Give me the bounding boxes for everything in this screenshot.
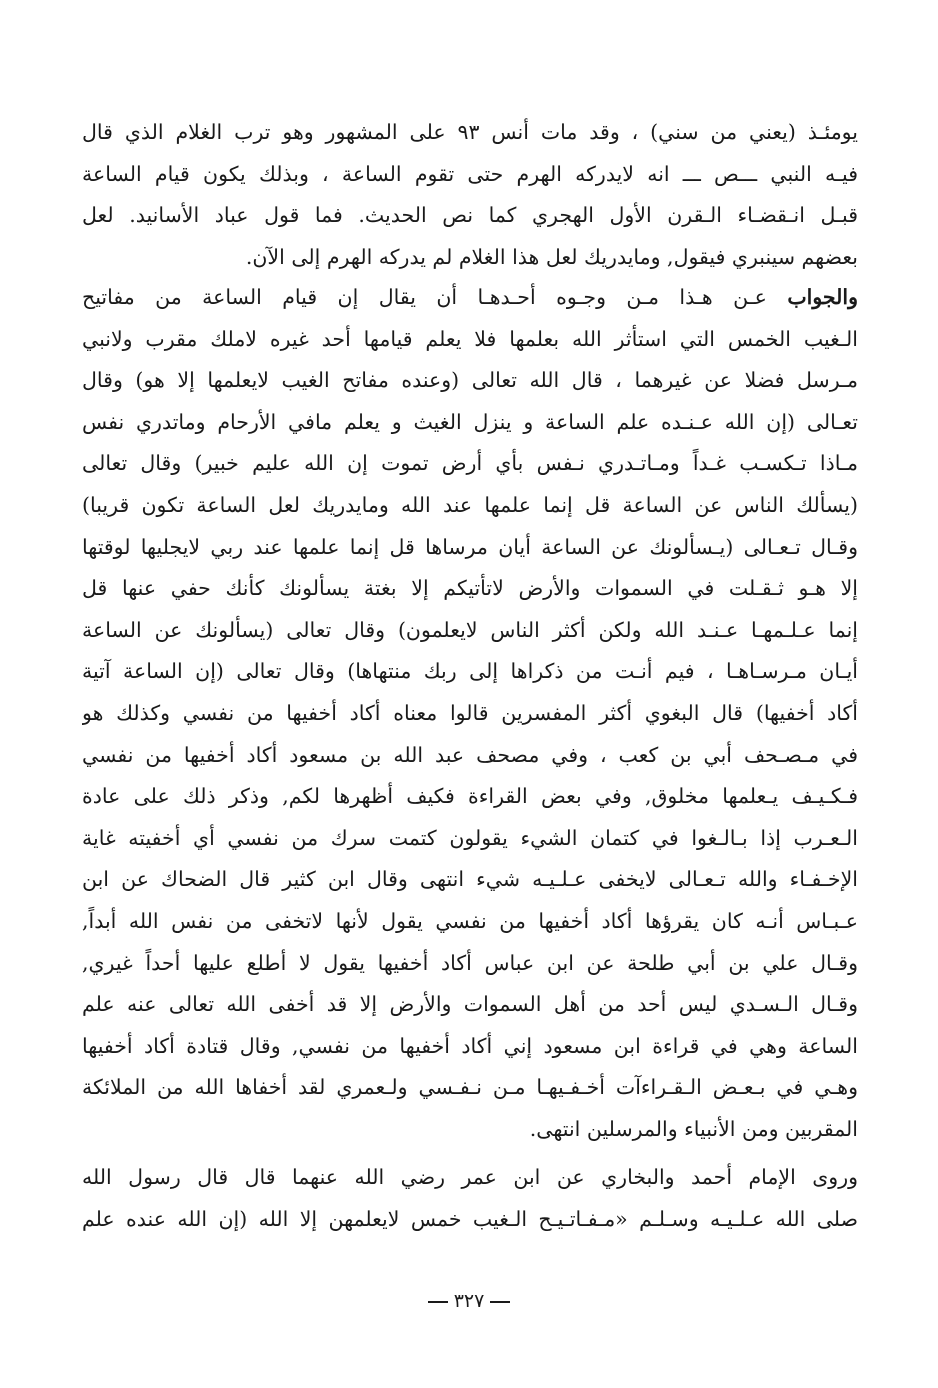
text-line: أيـان مـرسـاهـا ، فيم أنـت من ذكراها إلى ربك منتهاها) وقال تعالى (إن الساعة آتية	[82, 659, 858, 684]
text-line: تعـالى (إن الله عـنـده علم الساعة و ينزل الغيث و يعلم مافي الأرحام وماتدري نفس	[82, 409, 858, 434]
text-line: عـبـاس أنـه كان يقرؤها أكاد أخفيها من نفسي يقول لأنها لاتخفى من نفس الله أبداً,	[82, 908, 858, 933]
text-line: فـكـيـف يـعلمها مخلوق, وفي بعض القراءة فكيف أظهرها لكم, وذكر ذلك على عادة	[82, 784, 858, 809]
text-line: وقـال علي بن أبي طلحة عن ابن عباس أكاد أخفيها يقول لا أطلع عليها أحداً غيري,	[82, 950, 858, 975]
text-line: المقربين ومن الأنبياء والمرسلين انتهى.	[529, 1116, 858, 1141]
text-line: الـعـرب إذا بـالـغوا في كتمان الشيء يقولون كتمت سرك من نفسي أي أخفيته غاية	[82, 825, 858, 850]
text-line: بعضهم سينبري فيقول, ومايدريك لعل هذا الغلام لم يدركه الهرم إلى الآن.	[245, 244, 858, 269]
text-line: (يسألك الناس عن الساعة قل إنما علمها عند الله ومايدريك لعل الساعة تكون قريبا)	[82, 492, 858, 517]
text-line: الإخـفـاء والله تـعـالى لايخفى عـلـيـه شيء انتهى وقال ابن كثير قال الضحاك عن ابن	[82, 867, 858, 892]
answer-lead-word: والجواب	[787, 285, 858, 309]
text-line: مـرسل فضلا عن غيرهما ، قال الله تعالى (وعنده مفاتح الغيب لايعلمها إلا هو) وقال	[82, 368, 858, 393]
text-line: الساعة وهي في قراءة ابن مسعود إني أكاد أخفيها من نفسي, وقال قتادة أكاد أخفيها	[82, 1033, 858, 1058]
page-number-dash-left	[428, 1301, 448, 1303]
text-line-first	[82, 277, 858, 319]
text-line: مـاذا تـكسـب غـداً ومـاتـدري نـفس بأي أرض تموت إن الله عليم خبير) وقال تعالى	[82, 451, 858, 476]
text-line-rest: عـن هـذا مـن وجـوه أحـدهـا أن يقال إن قيام الساعة من مفاتيح	[82, 285, 767, 309]
text-line: وقـال تـعـالى (يـسألونك عن الساعة أيان مرساها قل إنما علمها عند ربي لايجليها لوقتها	[82, 534, 858, 559]
text-line: أكاد أخفيها) قال البغوي أكثر المفسرين قالوا معناه أكاد أخفيها من نفسي وكذلك هو	[82, 700, 858, 725]
text-line: في مـصـحف أبي بن كعب ، وفي مصحف عبد الله بن مسعود أكاد أخفيها من نفسي	[82, 742, 858, 767]
text-line: يومئـذ (يعني من سني) ، وقد مات أنس ٩٣ على المشهور وهو ترب الغلام الذي قال	[82, 120, 858, 144]
page-number	[0, 1290, 938, 1312]
paragraph-1	[82, 112, 858, 278]
paragraph-2	[82, 277, 858, 1150]
text-line: وقـال الـسـدي ليس أحد من أهل السموات والأرض إلا قد أخفى الله تعالى عنه علم	[82, 992, 858, 1017]
text-line: قبـل انـقضـاء الـقرن الأول الهجري كما نص الحديث. فما قول عباد الأسانيد. لعل	[82, 203, 858, 228]
text-line: صلى الله عـلـيـه وسـلـم «مـفـاتـيـح الـغيب خمس لايعلمهن إلا الله (إن الله عنده علم	[82, 1206, 858, 1231]
text-line: إلا هـو ثـقـلت في السموات والأرض لاتأتيكم إلا بغتة يسألونك كأنك حفي عنها قل	[82, 576, 858, 601]
text-line: فيـه النبي ـــص ـــ انه لايدركه الهرم حتى تقوم الساعة ، وبذلك يكون قيام الساعة	[82, 161, 858, 186]
page-number-dash-right	[490, 1301, 510, 1303]
text-line: الـغيب الخمس التي استأثر الله بعلمها فلا يعلم قيامها أحد غيره لاملك مقرب ولانبي	[82, 326, 858, 351]
page-number-value: ٣٢٧	[453, 1290, 485, 1312]
text-line: وهـي في بـعـض الـقـراءآت أخـفـيهـا مـن نـفـسي ولـعمري لقد أخفاها الله من الملائكة	[82, 1075, 858, 1100]
text-line: وروى الإمام أحمد والبخاري عن ابن عمر رضي الله عنهما قال قال رسول الله	[82, 1165, 858, 1189]
text-line: إنما عـلـمهـا عـنـد الله ولكن أكثر الناس لايعلمون) وقال تعالى (يسألونك عن الساعة	[82, 617, 858, 642]
paragraph-3	[82, 1157, 858, 1240]
